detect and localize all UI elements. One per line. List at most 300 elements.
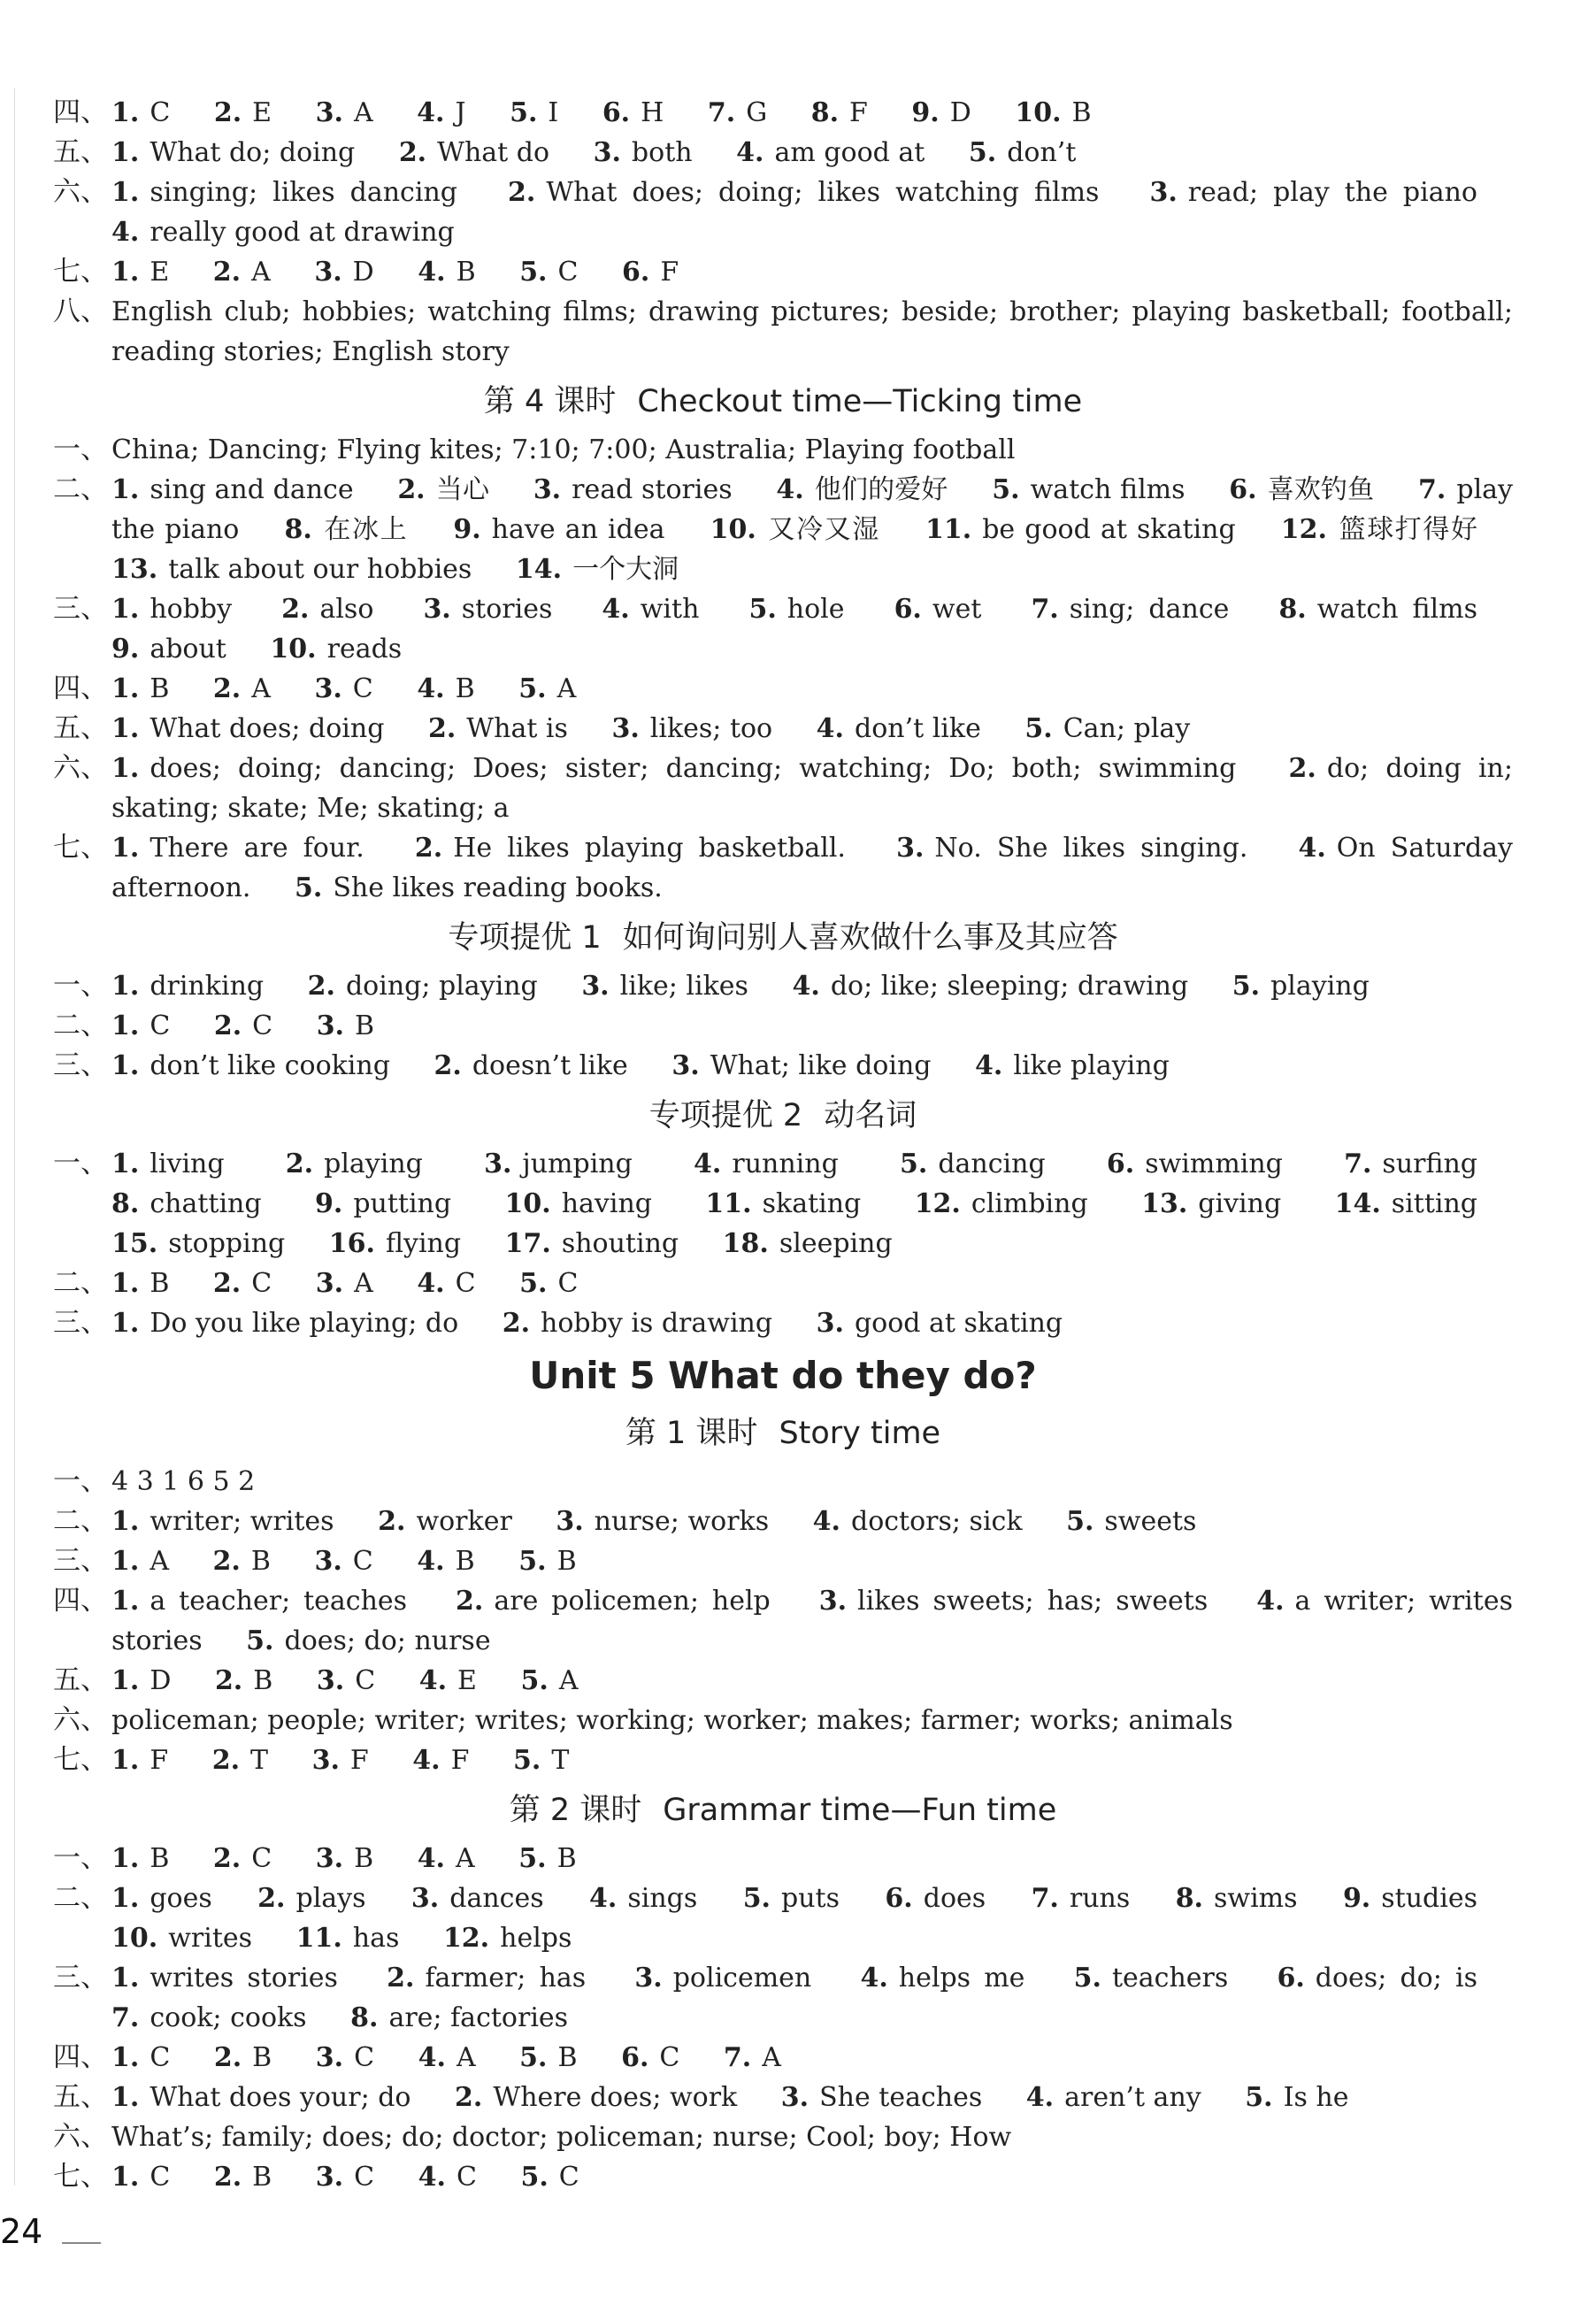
answer-text: helps xyxy=(500,1923,572,1954)
exercise-number: 二、 xyxy=(53,1882,108,1914)
answer-item xyxy=(975,1050,1170,1081)
answer-item xyxy=(1245,2082,1348,2113)
answer-text: A xyxy=(353,97,373,128)
answer-item xyxy=(505,1228,679,1259)
answer-text: T xyxy=(551,1745,570,1776)
answer-text: play the piano xyxy=(111,474,1513,545)
exercise-number: 二、 xyxy=(53,1010,108,1041)
answer-text: A xyxy=(456,2042,476,2073)
answer-text: don’t xyxy=(1007,137,1077,168)
answer-text: A xyxy=(354,1268,373,1299)
answer-text: C xyxy=(558,2162,579,2193)
footer-rule xyxy=(62,2242,101,2244)
answer-item xyxy=(111,1883,212,1914)
answer-index: 3. xyxy=(411,1883,440,1914)
answer-text: B xyxy=(150,673,170,704)
answer-item xyxy=(455,2082,737,2113)
exercise-number: 五、 xyxy=(53,2081,108,2113)
exercise-number: 五、 xyxy=(53,136,108,168)
answer-index: 3. xyxy=(314,1546,342,1577)
answer-index: 5. xyxy=(748,594,777,625)
answer-item xyxy=(284,514,408,545)
answer-text: doing; playing xyxy=(345,971,538,1002)
answer-text: China; Dancing; Flying kites; 7:10; 7:00; Australia; Playing football xyxy=(111,434,1016,465)
answer-index: 7. xyxy=(707,97,736,128)
answer-item xyxy=(111,474,354,505)
answer-index: 10. xyxy=(710,514,756,545)
answer-item xyxy=(736,137,925,168)
exercise-row xyxy=(53,1661,1513,1701)
answer-item xyxy=(819,1586,1209,1617)
answer-text: a writer; writes stories xyxy=(111,1586,1514,1656)
answer-index: 5. xyxy=(520,1665,549,1696)
answer-index: 1. xyxy=(111,2082,140,2113)
answer-index: 8. xyxy=(1175,1883,1204,1914)
answer-item xyxy=(111,2162,170,2193)
answer-text: A xyxy=(251,257,271,288)
answer-text: 当心 xyxy=(435,474,490,505)
answer-text: plays xyxy=(295,1883,366,1914)
answer-text: F xyxy=(450,1745,470,1776)
answer-index: 14. xyxy=(515,554,563,585)
answer-index: 5. xyxy=(968,137,997,168)
answer-index: 5. xyxy=(1066,1506,1094,1537)
answer-index: 2. xyxy=(213,97,242,128)
exercise-row xyxy=(53,1701,1513,1740)
answer-text: nurse; works xyxy=(594,1506,770,1537)
answer-text: C xyxy=(557,1268,579,1299)
answer-index: 4. xyxy=(417,1546,445,1577)
answer-item xyxy=(781,2082,982,2113)
answer-item xyxy=(214,1010,272,1041)
answer-index: 3. xyxy=(314,673,342,704)
answer-index: 3. xyxy=(315,2162,344,2193)
answer-index: 7. xyxy=(1031,1883,1059,1914)
answer-index: 4. xyxy=(418,257,446,288)
answer-item xyxy=(417,97,465,128)
exercise-number: 一、 xyxy=(53,970,108,1002)
answer-text: playing xyxy=(324,1148,423,1179)
answer-item xyxy=(111,257,169,288)
answer-text: 4 3 1 6 5 2 xyxy=(111,1466,256,1497)
answer-item xyxy=(314,1546,372,1577)
answer-index: 5. xyxy=(742,1883,771,1914)
exercise-row xyxy=(53,1264,1513,1303)
answer-index: 1. xyxy=(111,1010,140,1041)
answer-item xyxy=(378,1506,512,1537)
answer-index: 3. xyxy=(533,474,562,505)
answer-text: stopping xyxy=(168,1228,286,1259)
answer-item xyxy=(214,2042,272,2073)
exercise-row xyxy=(53,2157,1513,2197)
answer-item xyxy=(315,1188,451,1219)
answer-item xyxy=(246,1625,490,1656)
answer-item xyxy=(111,1506,334,1537)
answer-text: E xyxy=(457,1665,477,1696)
answer-text: watch films xyxy=(1030,474,1185,505)
answer-item xyxy=(1344,1148,1477,1179)
answer-item xyxy=(434,1050,627,1081)
exercise-number: 四、 xyxy=(53,96,108,128)
answer-text: B xyxy=(150,1843,170,1874)
answer-index: 3. xyxy=(1149,177,1178,208)
answer-item xyxy=(111,137,355,168)
answer-item xyxy=(519,257,578,288)
answer-index: 4. xyxy=(1298,833,1326,864)
answer-text: chatting xyxy=(150,1188,262,1219)
answer-text: giving xyxy=(1198,1188,1282,1219)
answer-text: are; factories xyxy=(388,2002,569,2033)
answer-text: C xyxy=(352,1546,373,1577)
answer-index: 5. xyxy=(246,1625,274,1656)
answer-item xyxy=(817,1308,1063,1339)
answer-text: J xyxy=(455,97,466,128)
answer-text: running xyxy=(732,1148,839,1179)
answer-text: with xyxy=(640,594,700,625)
answer-text: C xyxy=(456,2162,477,2193)
answer-index: 13. xyxy=(1141,1188,1188,1219)
answer-item xyxy=(611,713,772,744)
answer-text: B xyxy=(355,1010,375,1041)
answer-item xyxy=(111,434,1015,465)
answer-item xyxy=(743,1883,840,1914)
answer-text: swimming xyxy=(1145,1148,1283,1179)
answer-text: Do you like playing; do xyxy=(150,1308,459,1339)
answer-text: hobby is drawing xyxy=(541,1308,773,1339)
answer-text: What is xyxy=(466,713,568,744)
answer-item xyxy=(710,514,880,545)
answer-index: 2. xyxy=(307,971,335,1002)
answer-text: B xyxy=(252,2162,272,2193)
answer-item xyxy=(813,1506,1023,1537)
answer-item xyxy=(111,1010,170,1041)
answer-text: hobby xyxy=(150,594,233,625)
answer-item xyxy=(900,1148,1046,1179)
answer-index: 5. xyxy=(519,1268,548,1299)
answer-item xyxy=(428,713,568,744)
exercise-row xyxy=(53,252,1513,292)
answer-index: 3. xyxy=(671,1050,700,1081)
answer-item xyxy=(111,1586,407,1617)
answer-key-page xyxy=(53,93,1513,2197)
answer-item xyxy=(111,2042,170,2073)
answer-index: 3. xyxy=(314,257,342,288)
answer-text: A xyxy=(251,673,271,704)
answer-text: F xyxy=(150,1745,169,1776)
answer-index: 2. xyxy=(213,2162,242,2193)
answer-text: good at skating xyxy=(854,1308,1063,1339)
answer-item xyxy=(817,713,981,744)
answer-text: farmer; has xyxy=(425,1963,587,1994)
answer-index: 11. xyxy=(925,514,972,545)
answer-text: policemen xyxy=(672,1963,812,1994)
answer-item xyxy=(111,2082,411,2113)
answer-item xyxy=(694,1148,839,1179)
answer-index: 2. xyxy=(212,1843,242,1874)
answer-index: 2. xyxy=(502,1308,531,1339)
answer-index: 9. xyxy=(911,97,940,128)
exercise-row xyxy=(53,2038,1513,2078)
exercise-number: 一、 xyxy=(53,1148,108,1179)
answer-text: sings xyxy=(627,1883,698,1914)
answer-text: C xyxy=(251,1268,272,1299)
answer-index: 7. xyxy=(723,2042,752,2073)
answer-text: What does; doing xyxy=(150,713,385,744)
answer-index: 1. xyxy=(111,1963,140,1994)
answer-item xyxy=(399,137,549,168)
answer-item xyxy=(423,594,552,625)
answer-index: 2. xyxy=(455,2082,483,2113)
answer-text: am good at xyxy=(774,137,925,168)
answer-item xyxy=(111,753,1236,784)
answer-text: does; do; is xyxy=(1315,1963,1478,1994)
answer-item xyxy=(443,1923,572,1954)
answer-text: D xyxy=(352,257,374,288)
answer-text: What does; doing; likes watching films xyxy=(546,177,1100,208)
exercise-row xyxy=(53,589,1513,669)
answer-item xyxy=(417,1268,475,1299)
answer-item xyxy=(724,2042,781,2073)
answer-text: C xyxy=(251,1843,272,1874)
answer-text: Is he xyxy=(1283,2082,1349,2113)
answer-text: worker xyxy=(416,1506,512,1537)
answer-index: 4. xyxy=(812,1506,840,1537)
exercise-row xyxy=(53,1303,1513,1343)
answer-index: 3. xyxy=(423,594,451,625)
answer-text: studies xyxy=(1381,1883,1477,1914)
unit-heading: Unit 5 What do they do? xyxy=(529,1354,1037,1397)
answer-item xyxy=(1277,1963,1477,1994)
answer-text: cook; cooks xyxy=(150,2002,307,2033)
answer-text: I xyxy=(548,97,559,128)
answer-text: likes; too xyxy=(649,713,773,744)
section-heading-label: 第 1 课时 xyxy=(625,1416,758,1451)
answer-item xyxy=(860,1963,1024,1994)
answer-item xyxy=(111,713,384,744)
section-heading-label: 第 4 课时 xyxy=(483,384,617,419)
answer-item xyxy=(520,1665,578,1696)
answer-index: 4. xyxy=(816,713,844,744)
answer-index: 13. xyxy=(111,554,158,585)
answer-index: 3. xyxy=(315,1843,344,1874)
answer-item xyxy=(214,97,272,128)
answer-text: be good at skating xyxy=(982,514,1236,545)
answer-item xyxy=(213,1546,271,1577)
answer-item xyxy=(748,594,844,625)
answer-item xyxy=(885,1883,986,1914)
exercise-number: 三、 xyxy=(53,1049,108,1081)
page-number: 24 xyxy=(0,2212,43,2251)
answer-text: She teaches xyxy=(819,2082,983,2113)
answer-text: sitting xyxy=(1391,1188,1478,1219)
answer-index: 4. xyxy=(417,97,445,128)
exercise-number: 四、 xyxy=(53,1585,108,1617)
answer-item xyxy=(634,1963,811,1994)
answer-index: 3. xyxy=(780,2082,810,2113)
answer-text: B xyxy=(354,1843,374,1874)
answer-index: 1. xyxy=(111,753,140,784)
answer-text: policeman; people; writer; writes; working; worker; makes; farmer; works; animals xyxy=(111,1705,1233,1736)
answer-item xyxy=(516,554,679,585)
answer-text: F xyxy=(660,257,679,288)
answer-text: What does your; do xyxy=(150,2082,411,2113)
exercise-number: 七、 xyxy=(53,1744,108,1776)
answer-text: having xyxy=(561,1188,652,1219)
answer-item xyxy=(213,1268,272,1299)
exercise-row xyxy=(53,1740,1513,1780)
answer-text: goes xyxy=(150,1883,212,1914)
answer-index: 1. xyxy=(111,833,140,864)
answer-index: 5. xyxy=(518,1843,547,1874)
answer-index: 12. xyxy=(1280,514,1327,545)
answer-text: 喜欢钓鱼 xyxy=(1267,474,1375,505)
answer-text: like playing xyxy=(1013,1050,1170,1081)
answer-text: writes xyxy=(168,1923,253,1954)
answer-text: hole xyxy=(786,594,845,625)
answer-text: talk about our hobbies xyxy=(168,554,472,585)
answer-text: aren’t any xyxy=(1064,2082,1201,2113)
answer-index: 4. xyxy=(417,1268,445,1299)
answer-index: 5. xyxy=(519,2042,548,2073)
answer-index: 3. xyxy=(634,1963,663,1994)
answer-index: 2. xyxy=(387,1963,415,1994)
answer-index: 2. xyxy=(211,1745,241,1776)
answer-index: 4. xyxy=(1256,1586,1285,1617)
answer-index: 5. xyxy=(520,2162,549,2193)
exercise-row xyxy=(53,828,1513,908)
answer-item xyxy=(281,594,373,625)
answer-text: D xyxy=(150,1665,172,1696)
answer-text: about xyxy=(150,634,226,665)
answer-index: 3. xyxy=(315,2042,344,2073)
answer-index: 3. xyxy=(818,1586,848,1617)
answer-index: 4. xyxy=(736,137,764,168)
answer-item xyxy=(314,673,372,704)
answer-text: a teacher; teaches xyxy=(150,1586,408,1617)
answer-text: sing; dance xyxy=(1069,594,1230,625)
answer-text: do; like; sleeping; drawing xyxy=(830,971,1189,1002)
answer-index: 2. xyxy=(456,1586,484,1617)
answer-text: reads xyxy=(326,634,403,665)
answer-text: also xyxy=(319,594,374,625)
answer-index: 2. xyxy=(398,137,427,168)
answer-index: 4. xyxy=(589,1883,618,1914)
exercise-row xyxy=(53,430,1513,470)
answer-item xyxy=(1032,1883,1131,1914)
exercise-row xyxy=(53,1006,1513,1046)
answer-item xyxy=(925,514,1236,545)
answer-index: 6. xyxy=(1106,1148,1135,1179)
answer-text: stories xyxy=(461,594,553,625)
answer-text: both xyxy=(631,137,693,168)
answer-item xyxy=(911,97,971,128)
answer-index: 11. xyxy=(295,1923,342,1954)
answer-index: 2. xyxy=(285,1148,314,1179)
answer-text: putting xyxy=(353,1188,452,1219)
answer-index: 6. xyxy=(621,2042,649,2073)
answer-index: 5. xyxy=(1232,971,1261,1002)
answer-index: 1. xyxy=(111,1665,140,1696)
answer-item xyxy=(111,1268,169,1299)
section-heading-label: 第 2 课时 xyxy=(509,1793,642,1828)
answer-index: 1. xyxy=(111,1546,140,1577)
answer-item xyxy=(811,97,868,128)
exercise-row xyxy=(53,1541,1513,1581)
answer-index: 8. xyxy=(810,97,840,128)
answer-text: climbing xyxy=(971,1188,1088,1219)
answer-item xyxy=(1335,1188,1477,1219)
answer-index: 4. xyxy=(1025,2082,1055,2113)
exercise-row xyxy=(53,1144,1513,1264)
answer-item xyxy=(556,1506,769,1537)
answer-item xyxy=(111,1923,252,1954)
answer-text: jumping xyxy=(522,1148,633,1179)
answer-item xyxy=(417,1546,474,1577)
exercise-row xyxy=(53,1878,1513,1958)
answer-index: 1. xyxy=(111,2162,140,2193)
answer-index: 4. xyxy=(418,1665,448,1696)
answer-index: 2. xyxy=(427,713,457,744)
exercise-row xyxy=(53,470,1513,589)
answer-item xyxy=(212,1745,268,1776)
answer-item xyxy=(1149,177,1477,208)
answer-text: writes stories xyxy=(150,1963,338,1994)
answer-item xyxy=(622,257,679,288)
answer-text: sing and dance xyxy=(150,474,354,505)
answer-text: A xyxy=(556,673,577,704)
answer-text: C xyxy=(150,2042,171,2073)
answer-item xyxy=(1281,514,1477,545)
answer-item xyxy=(111,1466,255,1497)
answer-text: are policemen; help xyxy=(494,1586,771,1617)
answer-text: A xyxy=(456,1843,475,1874)
answer-index: 9. xyxy=(1342,1883,1371,1914)
answer-index: 2. xyxy=(212,1546,241,1577)
answer-index: 2. xyxy=(214,1665,243,1696)
exercise-number: 七、 xyxy=(53,2161,108,2193)
answer-item xyxy=(1343,1883,1477,1914)
answer-item xyxy=(1074,1963,1229,1994)
answer-item xyxy=(992,474,1185,505)
answer-index: 1. xyxy=(111,257,140,288)
answer-index: 7. xyxy=(1031,594,1059,625)
answer-index: 4. xyxy=(860,1963,888,1994)
answer-index: 10. xyxy=(270,634,317,665)
exercise-row xyxy=(53,292,1513,372)
answer-index: 1. xyxy=(111,97,140,128)
exercise-row xyxy=(53,1958,1513,2038)
section-heading-title: 动名词 xyxy=(824,1098,917,1133)
answer-index: 3. xyxy=(484,1148,512,1179)
answer-text: B xyxy=(252,2042,272,2073)
answer-item xyxy=(213,1843,272,1874)
section-heading-title: 如何询问别人喜欢做什么事及其应答 xyxy=(622,920,1118,956)
answer-index: 11. xyxy=(705,1188,752,1219)
answer-index: 2. xyxy=(213,1010,242,1041)
answer-text: B xyxy=(455,1546,475,1577)
exercise-number: 五、 xyxy=(53,1664,108,1696)
answer-text: English club; hobbies; watching films; drawing pictures; beside; brother; playing basketball; football; reading stories; English story xyxy=(111,296,1513,367)
answer-item xyxy=(896,833,1247,864)
answer-index: 1. xyxy=(111,177,140,208)
answer-index: 4. xyxy=(694,1148,722,1179)
answer-item xyxy=(484,1148,633,1179)
answer-item xyxy=(415,833,846,864)
answer-index: 1. xyxy=(111,2042,140,2073)
answer-text: She likes reading books. xyxy=(333,872,663,903)
answer-text: really good at drawing xyxy=(150,217,455,248)
answer-index: 3. xyxy=(316,1010,345,1041)
